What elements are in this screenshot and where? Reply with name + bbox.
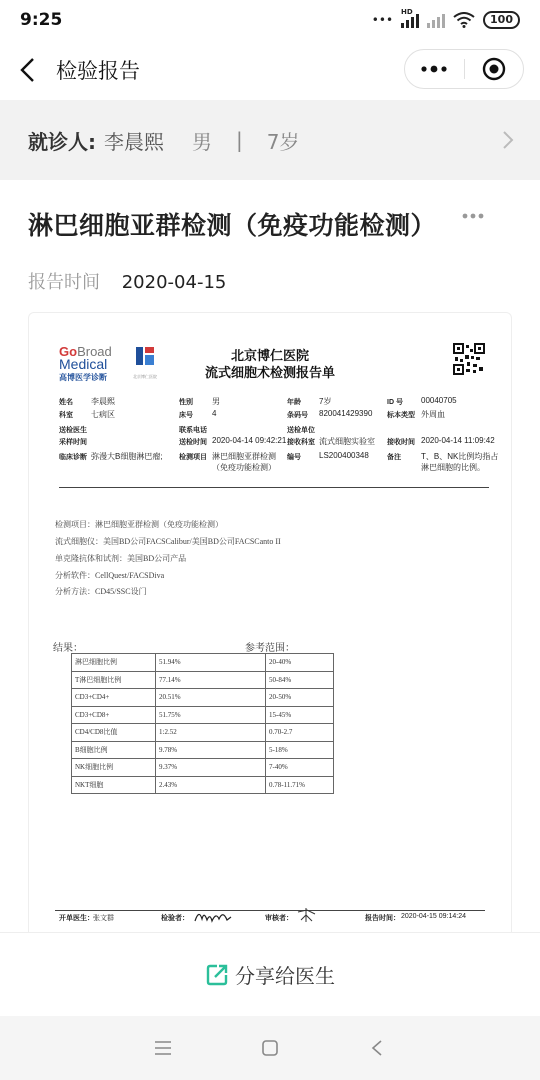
- result-item-name: 淋巴细胞比例: [72, 654, 156, 672]
- reviewer-signature-image: [295, 906, 319, 924]
- signal-icon: [401, 8, 419, 28]
- signature-divider: [55, 910, 485, 911]
- hospital-logo-text: 北京博仁医院: [133, 374, 157, 379]
- results-row: [72, 724, 334, 742]
- network-type: HD: [401, 8, 413, 16]
- order-doctor-label: 开单医生：: [59, 915, 94, 922]
- result-item-name: B细胞比例: [72, 741, 156, 759]
- results-label: 结果：: [53, 643, 83, 654]
- more-options-icon[interactable]: [462, 212, 484, 220]
- results-row: [72, 689, 334, 707]
- patient-age: 7岁: [266, 129, 300, 154]
- logo-text-medical: Medical: [59, 356, 108, 372]
- dept-value: 七病区: [91, 410, 115, 419]
- more-dots-icon: [420, 65, 448, 73]
- signal-secondary-icon: [427, 12, 445, 28]
- results-row: [72, 671, 334, 689]
- report-card: [0, 180, 540, 932]
- result-reference: 0.70-2.7: [266, 724, 334, 742]
- diagnosis-value: 弥漫大B细胞淋巴瘤;: [91, 452, 163, 461]
- note-value-2: 淋巴细胞的比例。: [421, 463, 485, 472]
- code-value: LS200400348: [319, 451, 369, 460]
- age-label: 年龄: [287, 399, 301, 406]
- system-back-button[interactable]: [357, 1028, 397, 1068]
- patient-name: 李晨熙: [104, 129, 164, 154]
- diagnosis-label: 临床诊断: [59, 454, 87, 461]
- result-item-name: NKT细胞: [72, 776, 156, 794]
- dept-label: 科室: [59, 412, 73, 419]
- phone-label: 联系电话: [179, 427, 207, 434]
- barcode-value: 820041429390: [319, 409, 373, 418]
- results-row: [72, 706, 334, 724]
- note-label: 备注: [387, 454, 401, 461]
- sample-type-label: 标本类型: [387, 412, 415, 419]
- more-dots-icon: •••: [371, 13, 394, 27]
- back-triangle-icon: [370, 1039, 384, 1057]
- result-value: 9.37%: [156, 759, 266, 777]
- result-reference: 50-84%: [266, 671, 334, 689]
- result-item-name: CD3+CD4+: [72, 689, 156, 707]
- more-button[interactable]: [405, 50, 464, 88]
- code-label: 编号: [287, 454, 301, 461]
- unit-label: 送检单位: [287, 427, 315, 434]
- result-value: 51.75%: [156, 706, 266, 724]
- test-item-line: 检测项目：淋巴细胞亚群检测（免疫功能检测）: [55, 520, 223, 529]
- chevron-right-icon: [502, 130, 514, 150]
- result-item-name: NK细胞比例: [72, 759, 156, 777]
- send-time-value: 2020-04-14 09:42:21: [212, 436, 287, 445]
- barcode-label: 条码号: [287, 412, 308, 419]
- report-time-label: 报告时间: [28, 272, 100, 293]
- receive-time-label: 接收时间: [387, 439, 415, 446]
- tester-label: 检验者：: [161, 915, 189, 922]
- gender-label: 性别: [179, 399, 193, 406]
- share-bar: [0, 932, 540, 1016]
- reviewer-label: 审核者：: [265, 915, 293, 922]
- status-icons: [371, 8, 520, 29]
- patient-selector[interactable]: [0, 100, 540, 180]
- id-label: ID 号: [387, 399, 403, 406]
- result-reference: 5-18%: [266, 741, 334, 759]
- id-value: 00040705: [421, 396, 457, 405]
- instrument-line: 流式细胞仪：美国BD公司FACSCalibur/美国BD公司FACSCanto II: [55, 537, 281, 546]
- note-value-1: T、B、NK比例均指占: [421, 452, 499, 461]
- result-value: 77.14%: [156, 671, 266, 689]
- patient-gender: 男: [192, 129, 212, 154]
- collect-time-label: 采样时间: [59, 439, 87, 446]
- results-row: [72, 759, 334, 777]
- share-icon: [205, 963, 229, 987]
- result-item-name: CD3+CD8+: [72, 706, 156, 724]
- sheet-report-time-value: 2020-04-15 09:14:24: [401, 913, 466, 920]
- bed-label: 床号: [179, 412, 193, 419]
- results-row: [72, 776, 334, 794]
- result-value: 9.78%: [156, 741, 266, 759]
- hospital-name: 北京博仁医院: [230, 348, 309, 363]
- item-value-1: 淋巴细胞亚群检测: [212, 452, 276, 461]
- result-value: 51.94%: [156, 654, 266, 672]
- lab-label: 接收科室: [287, 439, 315, 446]
- wifi-icon: [453, 12, 475, 28]
- close-mini-program-button[interactable]: [465, 50, 524, 88]
- tester-signature-image: [193, 907, 233, 927]
- report-time-row: [28, 268, 226, 294]
- results-table: [71, 653, 334, 794]
- result-value: 20.51%: [156, 689, 266, 707]
- results-row: [72, 654, 334, 672]
- status-bar: [0, 0, 540, 40]
- lab-value: 流式细胞实验室: [319, 437, 375, 446]
- report-time-value: 2020-04-15: [121, 272, 227, 293]
- result-reference: 0.78-11.71%: [266, 776, 334, 794]
- patient-label: 就诊人:: [28, 129, 96, 154]
- sample-type-value: 外周血: [421, 410, 445, 419]
- receive-time-value: 2020-04-14 11:09:42: [421, 436, 495, 445]
- logo-text-top: GoBroad: [59, 344, 112, 359]
- share-to-doctor-button[interactable]: [205, 960, 335, 989]
- item-value-2: （免疫功能检测）: [212, 463, 276, 472]
- doctor-label: 送检医生: [59, 427, 87, 434]
- page-title: 检验报告: [56, 59, 140, 83]
- system-navigation-bar: [0, 1016, 540, 1080]
- name-value: 李晨熙: [91, 397, 115, 406]
- menu-icon: [154, 1040, 172, 1056]
- result-reference: 20-40%: [266, 654, 334, 672]
- sheet-report-time-label: 报告时间：: [365, 915, 400, 922]
- qr-code-icon: [453, 343, 485, 375]
- report-title: 淋巴细胞亚群检测（免疫功能检测）: [28, 211, 437, 240]
- home-button[interactable]: [250, 1028, 290, 1068]
- back-arrow-icon: [18, 57, 38, 83]
- battery-icon: 100: [483, 11, 520, 29]
- antibody-line: 单克隆抗体和试剂：美国BD公司产品: [55, 554, 187, 563]
- item-label: 检测项目: [179, 454, 207, 461]
- patient-separator: |: [236, 128, 243, 152]
- mini-program-capsule: [404, 49, 524, 89]
- logo-text-cn: 高博医学诊断: [59, 373, 107, 382]
- target-icon: [482, 57, 506, 81]
- result-reference: 7-40%: [266, 759, 334, 777]
- order-doctor-value: 张文群: [93, 915, 114, 922]
- result-reference: 20-50%: [266, 689, 334, 707]
- header-divider: [59, 487, 489, 488]
- result-item-name: CD4/CD8比值: [72, 724, 156, 742]
- software-line: 分析软件：CellQuest/FACSDiva: [55, 571, 165, 580]
- result-value: 2.43%: [156, 776, 266, 794]
- status-time: 9:25: [20, 10, 63, 30]
- share-label: 分享给医生: [235, 964, 335, 988]
- menu-button[interactable]: [143, 1028, 183, 1068]
- gender-value: 男: [212, 397, 220, 406]
- result-value: 1:2.52: [156, 724, 266, 742]
- age-value: 7岁: [319, 397, 332, 406]
- sheet-title: 流式细胞术检测报告单: [204, 365, 335, 380]
- report-sheet-image[interactable]: [28, 312, 512, 932]
- nav-bar: [0, 40, 540, 100]
- name-label: 姓名: [59, 399, 73, 406]
- result-item-name: T淋巴细胞比例: [72, 671, 156, 689]
- reference-label: 参考范围：: [245, 643, 295, 654]
- bed-value: 4: [212, 409, 217, 418]
- back-button[interactable]: [0, 40, 56, 100]
- home-square-icon: [261, 1039, 279, 1057]
- send-time-label: 送检时间: [179, 439, 207, 446]
- result-reference: 15-45%: [266, 706, 334, 724]
- method-line: 分析方法：CD45/SSC设门: [55, 587, 147, 596]
- results-row: [72, 741, 334, 759]
